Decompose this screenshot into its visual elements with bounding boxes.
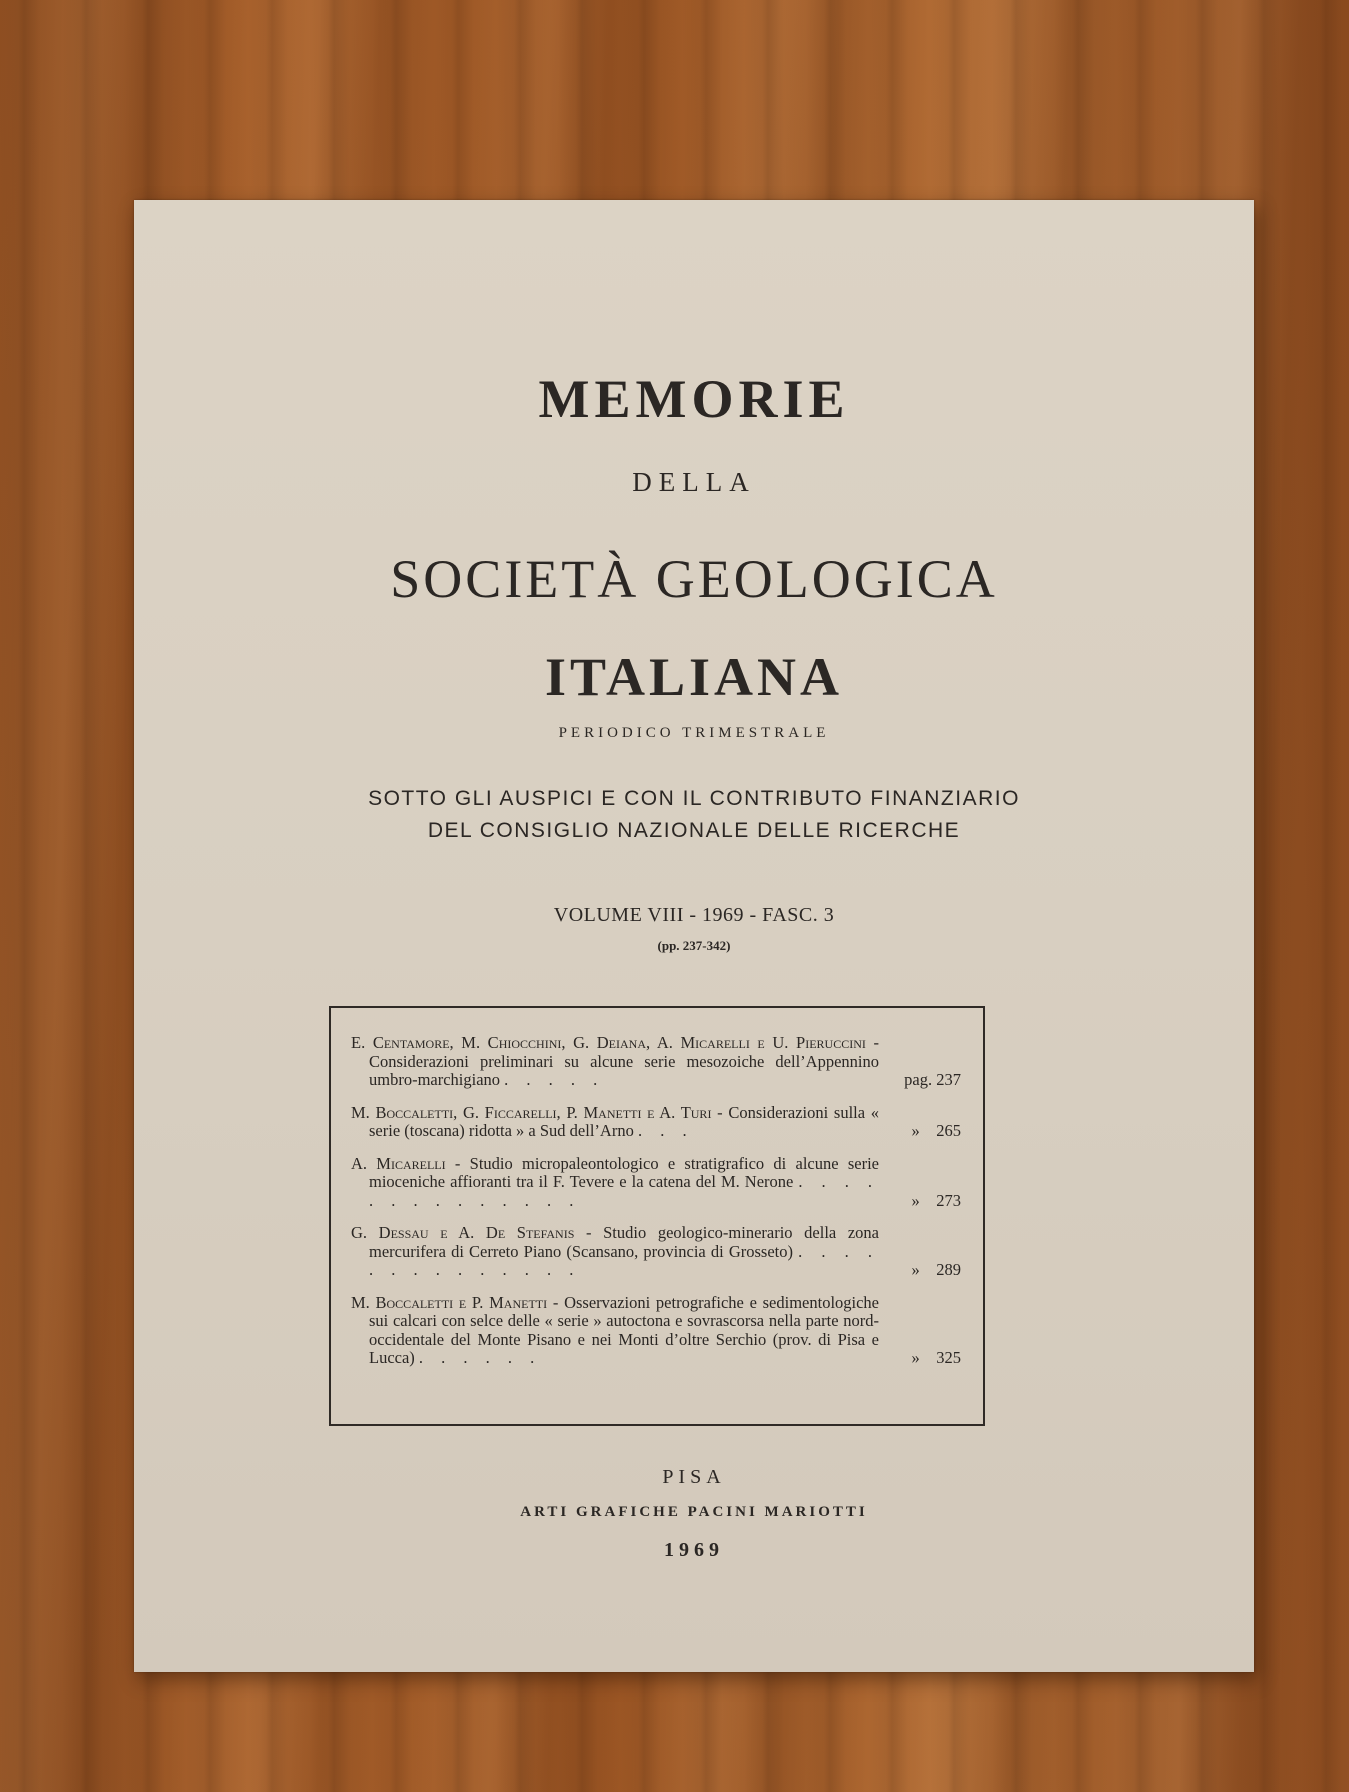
- toc-leader-dots: . . .: [637, 1121, 694, 1140]
- toc-page-ref: [912, 1122, 962, 1141]
- title-della: DELLA: [632, 467, 756, 497]
- toc-leader-dots: . . . . . .: [418, 1348, 542, 1367]
- toc-title: Considerazioni sulla « serie (toscana) ridotta » a Sud dell’Arno: [369, 1102, 879, 1140]
- toc-entry-text: M. Boccaletti e P. Manetti - Osservazioni petrografiche e sedimentologiche sui calcari con selce delle « serie » autoctona e sovrascorsa nella parte nord-occidentale del Monte Pisano e nei Monti d’oltre Serchio (prov. di Pisa e Lucca) . . . . . .: [351, 1292, 880, 1367]
- toc-leader-dots: . . . . . . . . . . . . . .: [369, 1241, 880, 1279]
- toc-page-number: 325: [936, 1348, 961, 1367]
- toc-page-marker: »: [911, 1348, 920, 1367]
- toc-title: Studio geologico-minerario della zona mercurifera di Cerreto Piano (Scansano, provincia di Grosseto): [369, 1223, 879, 1261]
- toc-authors: G. Dessau e A. De Stefanis: [351, 1223, 575, 1242]
- toc-title: Osservazioni petrografiche e sedimentologiche sui calcari con selce delle « serie » autoctona e sovrascorsa nella parte nord-occidentale del Monte Pisano e nei Monti d’oltre Serchio (prov. di Pisa e Lucca): [369, 1292, 880, 1367]
- periodicity-label: PERIODICO TRIMESTRALE: [558, 725, 830, 741]
- toc-entry-text: M. Boccaletti, G. Ficcarelli, P. Manetti e A. Turi - Considerazioni sulla « serie (toscana) ridotta » a Sud dell’Arno . . .: [351, 1102, 879, 1140]
- toc-title: Studio micropaleontologico e stratigrafico di alcune serie mioceniche affioranti tra il F. Tevere e la catena del M. Nerone: [369, 1153, 879, 1191]
- toc-entry: [351, 1034, 961, 1090]
- toc-page-ref: [912, 1192, 962, 1211]
- sponsorship-line-2: DEL CONSIGLIO NAZIONALE DELLE RICERCHE: [427, 819, 961, 842]
- toc-page-marker: »: [911, 1190, 920, 1210]
- imprint-printer: ARTI GRAFICHE PACINI MARIOTTI: [520, 1504, 868, 1520]
- toc-entry-text: E. Centamore, M. Chiocchini, G. Deiana, A. Micarelli e U. Pieruccini - Considerazioni preliminari su alcune serie mesozoiche dell’Appennino umbro-marchigiano . . . . .: [351, 1033, 879, 1089]
- toc-entry: [351, 1224, 961, 1280]
- toc-page-number: 265: [936, 1121, 961, 1140]
- toc-entry: [351, 1155, 961, 1211]
- toc-authors: A. Micarelli: [351, 1153, 446, 1173]
- title-memorie: MEMORIE: [538, 369, 850, 429]
- toc-authors: E. Centamore, M. Chiocchini, G. Deiana, A. Micarelli e U. Pieruccini: [351, 1033, 866, 1052]
- toc-page-ref: [912, 1349, 962, 1368]
- toc-page-marker: pag.: [904, 1070, 933, 1089]
- toc-page-number: 273: [936, 1190, 961, 1210]
- toc-page-marker: »: [911, 1260, 920, 1279]
- volume-info: VOLUME VIII - 1969 - FASC. 3: [553, 904, 835, 926]
- page-range: (pp. 237-342): [657, 938, 731, 953]
- table-of-contents: [329, 1006, 985, 1426]
- title-societa-geologica: SOCIETÀ GEOLOGICA: [390, 549, 998, 609]
- toc-entry-text: G. Dessau e A. De Stefanis - Studio geologico-minerario della zona mercurifera di Cerreto Piano (Scansano, provincia di Grosseto) . . . . . . . . . . . . . .: [351, 1223, 880, 1279]
- toc-leader-dots: . . . . .: [504, 1070, 605, 1089]
- toc-entry-text: A. Micarelli - Studio micropaleontologico e stratigrafico di alcune serie mioceniche affioranti tra il F. Tevere e la catena del M. Nerone . . . . . . . . . . . . . .: [351, 1153, 880, 1210]
- imprint-year: 1969: [664, 1539, 724, 1561]
- imprint-city: PISA: [662, 1466, 726, 1488]
- toc-page-marker: »: [911, 1121, 920, 1140]
- toc-page-ref: [904, 1071, 961, 1090]
- toc-page-ref: [912, 1261, 962, 1280]
- toc-entry: [351, 1104, 961, 1141]
- toc-leader-dots: . . . . . . . . . . . . . .: [369, 1172, 880, 1210]
- journal-cover: [134, 200, 1254, 1672]
- toc-page-number: 289: [936, 1260, 961, 1279]
- sponsorship-line-1: SOTTO GLI AUSPICI E CON IL CONTRIBUTO FINANZIARIO: [368, 787, 1020, 810]
- toc-title: Considerazioni preliminari su alcune serie mesozoiche dell’Appennino umbro-marchigiano: [369, 1051, 879, 1089]
- toc-entry: [351, 1294, 961, 1368]
- toc-authors: M. Boccaletti, G. Ficcarelli, P. Manetti e A. Turi: [351, 1102, 712, 1122]
- toc-page-number: 237: [936, 1070, 961, 1089]
- toc-authors: M. Boccaletti e P. Manetti: [351, 1292, 548, 1312]
- title-italiana: ITALIANA: [544, 647, 844, 707]
